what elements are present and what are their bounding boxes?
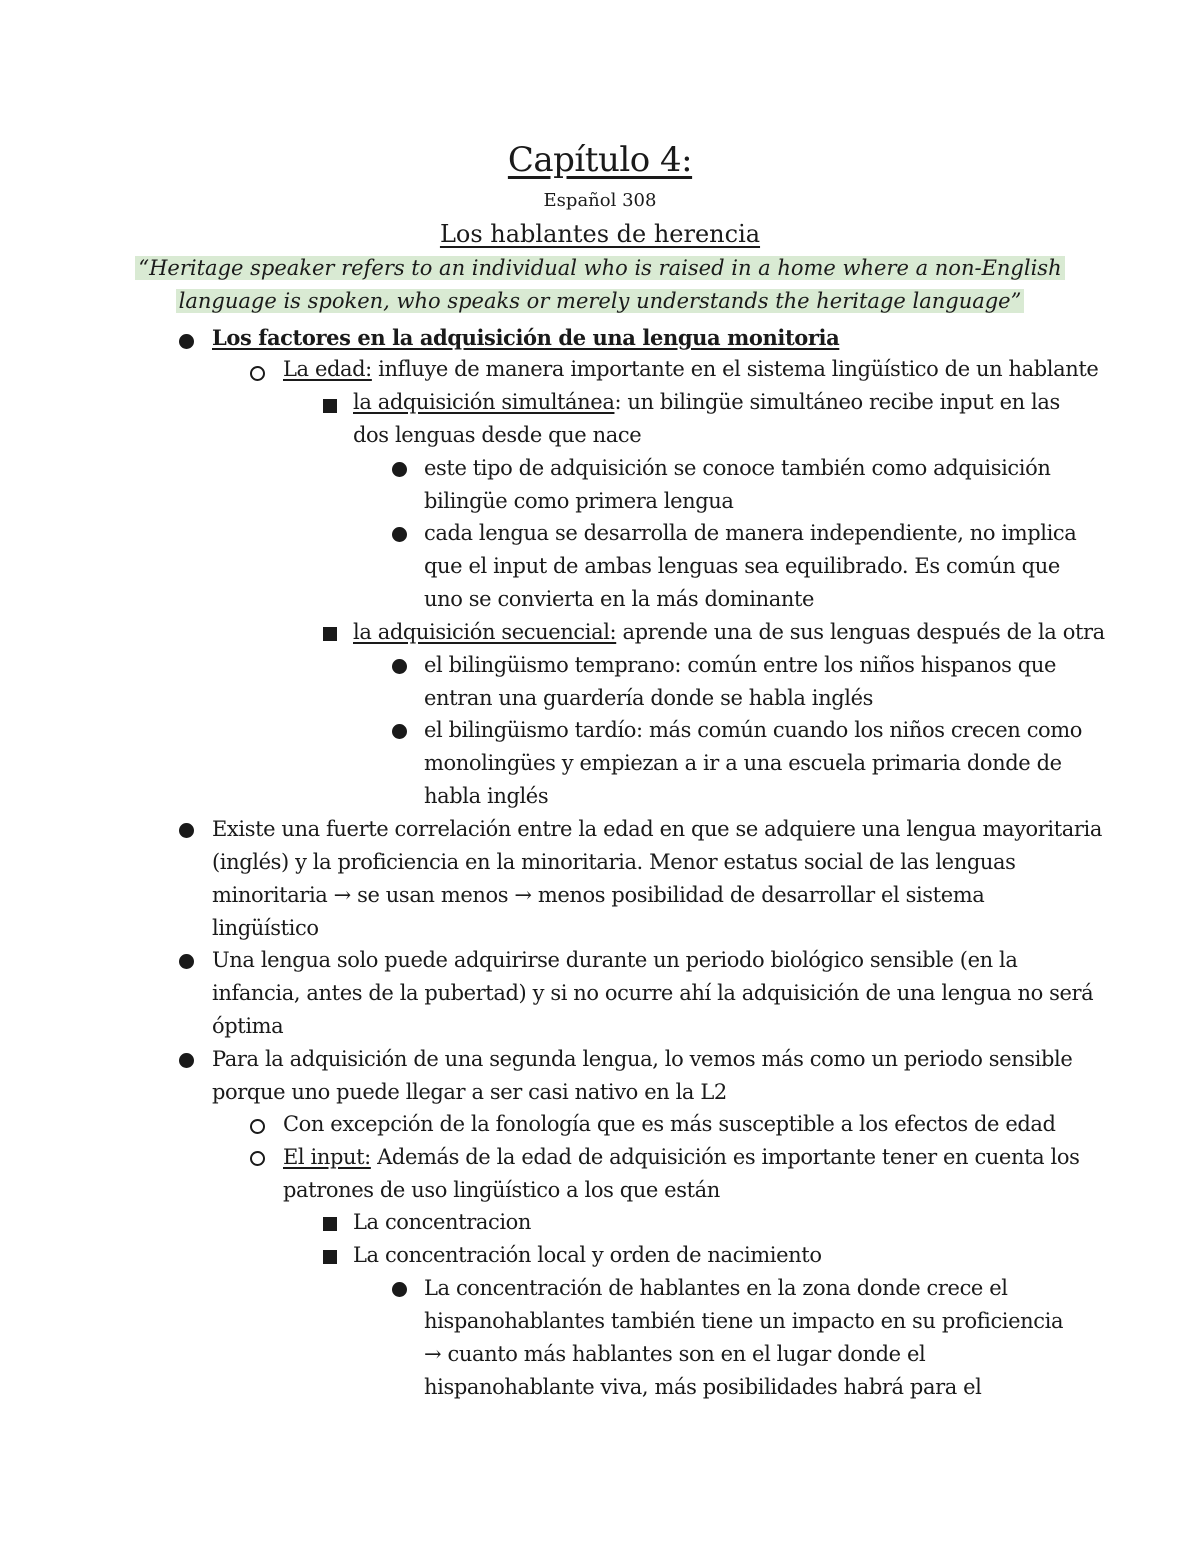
list-item-text: hispanohablantes también tiene un impacto en su proficiencia [424,1309,1064,1333]
quote-line [0,289,1200,313]
bullet-disc-icon [392,527,407,542]
list-item-text [212,321,839,355]
bullet-disc-icon [179,954,194,969]
list-item-text: La concentración de hablantes en la zona donde crece el [424,1276,1008,1300]
bullet-square-icon [323,1250,337,1264]
list-item-text: lingüístico [212,916,319,940]
item-text: influye de manera importante en el sistema lingüístico de un hablante [371,357,1099,381]
list-item-text: este tipo de adquisición se conoce también como adquisición [424,456,1051,480]
list-item-text: porque uno puede llegar a ser casi nativo en la L2 [212,1080,727,1104]
list-item-text [353,386,1060,419]
list-item-text: dos lenguas desde que nace [353,423,642,447]
item-text: aprende una de sus lenguas después de la otra [616,620,1105,644]
bullet-disc-icon [179,1053,194,1068]
item-label: la adquisición simultánea [353,390,615,414]
quote-text: “Heritage speaker refers to an individual who is raised in a home where a non-English [135,256,1064,280]
list-item-text: infancia, antes de la pubertad) y si no ocurre ahí la adquisición de una lengua no será [212,981,1094,1005]
item-label: El input: [283,1145,371,1169]
list-item-text: La concentración local y orden de nacimiento [353,1243,822,1267]
bullet-circle-icon [250,366,265,381]
list-item-text: bilingüe como primera lengua [424,489,734,513]
bullet-circle-icon [250,1151,265,1166]
list-item-text: el bilingüismo temprano: común entre los niños hispanos que [424,653,1056,677]
bullet-square-icon [323,627,337,641]
list-item-text [283,1141,1079,1174]
item-label: la adquisición secuencial: [353,620,617,644]
item-label: Los factores en la adquisición de una lengua monitoria [212,325,840,350]
list-item-text: patrones de uso lingüístico a los que están [283,1178,720,1202]
list-item-text: Con excepción de la fonología que es más susceptible a los efectos de edad [283,1112,1056,1136]
list-item-text: cada lengua se desarrolla de manera independiente, no implica [424,521,1077,545]
item-text: Además de la edad de adquisición es importante tener en cuenta los [370,1145,1080,1169]
section-heading: Los hablantes de herencia [439,220,761,248]
list-item-text: → cuanto más hablantes son en el lugar donde el [424,1342,926,1366]
list-item-text: óptima [212,1014,284,1038]
bullet-square-icon [323,1217,337,1231]
course-subtitle: Español 308 [543,190,657,211]
quote-line [0,256,1200,280]
bullet-disc-icon [392,462,407,477]
list-item-text: monolingües y empiezan a ir a una escuela primaria donde de [424,751,1062,775]
list-item-text: entran una guardería donde se habla inglés [424,686,873,710]
list-item-text: Una lengua solo puede adquirirse durante un periodo biológico sensible (en la [212,948,1018,972]
list-item-text: Existe una fuerte correlación entre la edad en que se adquiere una lengua mayoritaria [212,817,1102,841]
list-item-text: La concentracion [353,1210,532,1234]
bullet-square-icon [323,399,337,413]
bullet-disc-icon [179,823,194,838]
list-item-text [283,353,1098,386]
bullet-disc-icon [392,659,407,674]
list-item-text: hispanohablante viva, más posibilidades habrá para el [424,1375,982,1399]
bullet-circle-icon [250,1119,265,1134]
list-item-text: que el input de ambas lenguas sea equilibrado. Es común que [424,554,1060,578]
list-item-text: (inglés) y la proficiencia en la minoritaria. Menor estatus social de las lenguas [212,850,1016,874]
list-item-text: habla inglés [424,784,549,808]
list-item-text: Para la adquisición de una segunda lengua, lo vemos más como un periodo sensible [212,1047,1073,1071]
bullet-disc-icon [179,334,194,349]
quote-text: language is spoken, who speaks or merely understands the heritage language” [176,289,1025,313]
list-item-text [353,616,1105,649]
list-item-text: uno se convierta en la más dominante [424,587,815,611]
bullet-disc-icon [392,724,407,739]
item-label: La edad: [283,357,372,381]
item-text: : un bilingüe simultáneo recibe input en las [614,390,1060,414]
list-item-text: el bilingüismo tardío: más común cuando los niños crecen como [424,718,1083,742]
page-title: Capítulo 4: [507,140,693,180]
list-item-text: minoritaria → se usan menos → menos posibilidad de desarrollar el sistema [212,883,985,907]
bullet-disc-icon [392,1282,407,1297]
